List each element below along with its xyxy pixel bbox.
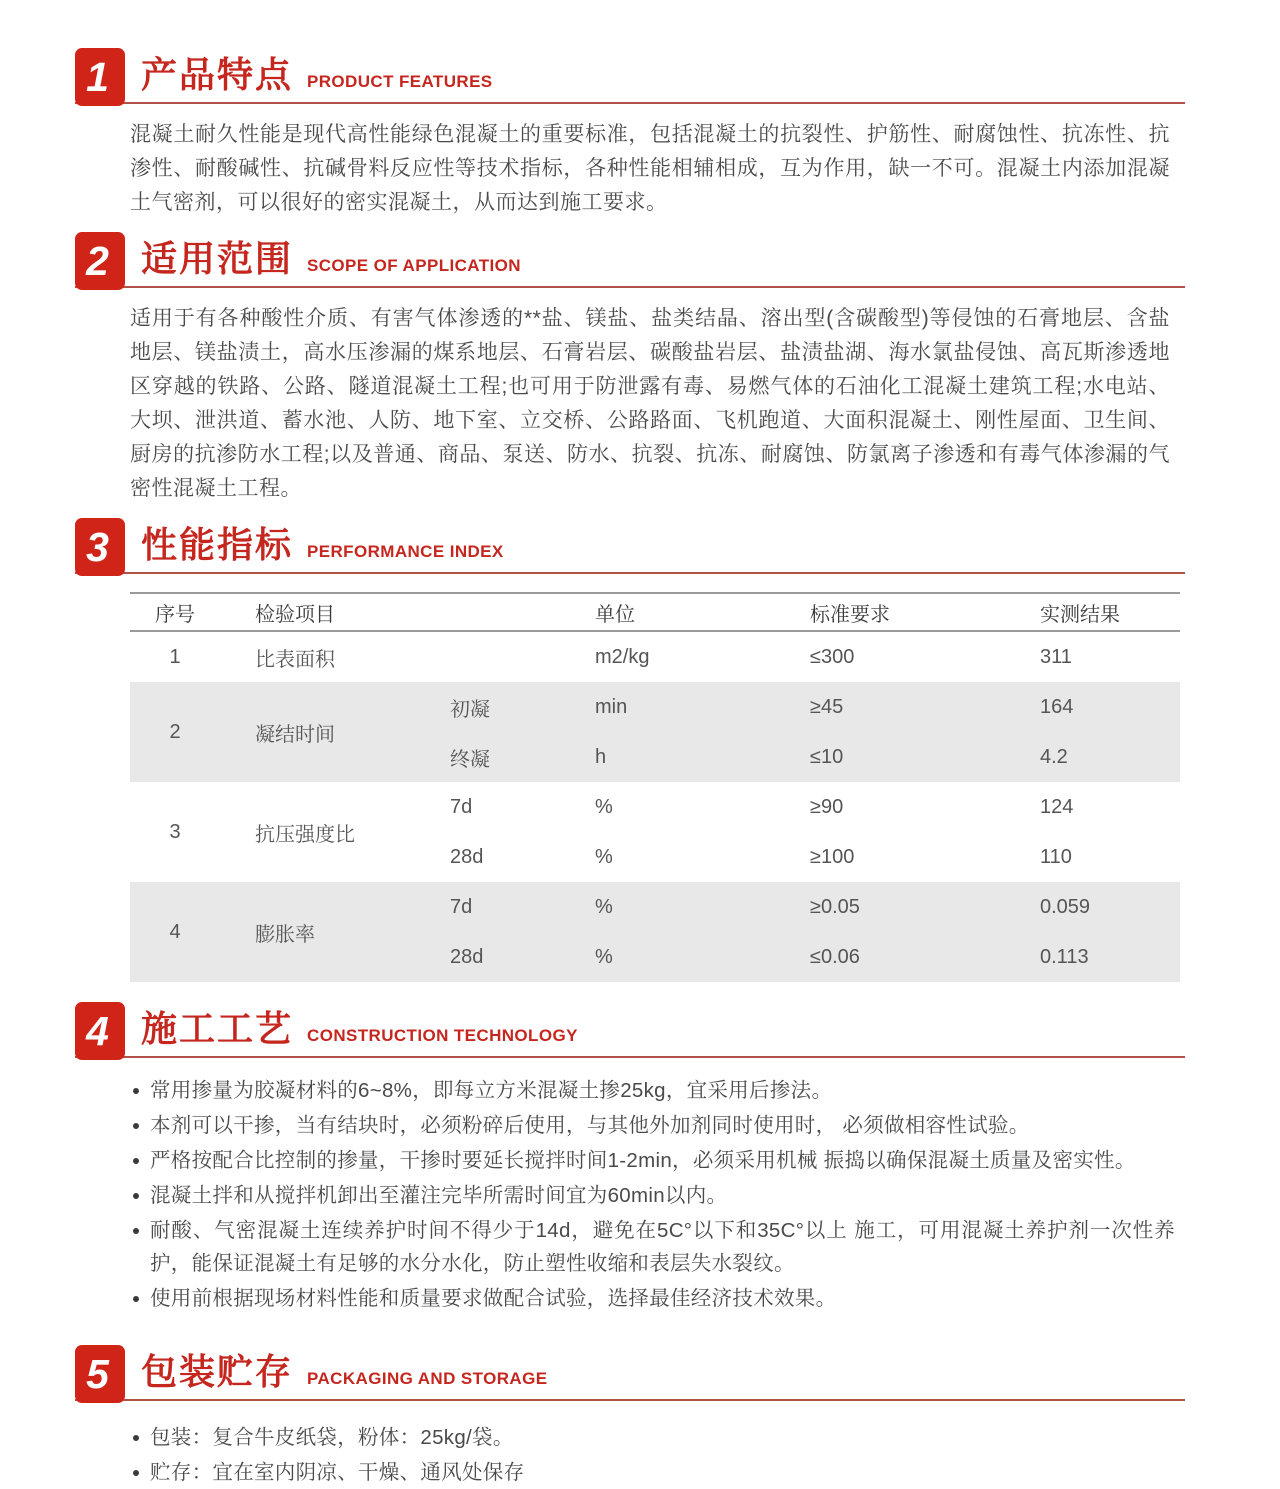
section-1-titles <box>141 47 493 98</box>
cell-unit: h <box>595 745 607 768</box>
sub-row <box>410 632 1180 682</box>
section-4-rule <box>75 1056 1185 1058</box>
cell-standard: ≥100 <box>810 845 855 868</box>
cell-unit: % <box>595 895 613 918</box>
section-3-number-badge: 3 <box>75 518 125 576</box>
cell-result: 0.113 <box>1040 945 1089 968</box>
col-header-no: 序号 <box>155 603 195 626</box>
cell-standard: ≤0.06 <box>810 945 860 968</box>
bullet-item: 严格按配合比控制的掺量，干掺时要延长搅拌时间1-2min，必须采用机械 振捣以确保混凝土质量及密实性。 <box>130 1144 1175 1177</box>
section-4-title-en: CONSTRUCTION TECHNOLOGY <box>307 1026 578 1045</box>
section-5-title-zh: 包装贮存 <box>141 1351 294 1392</box>
table-row <box>130 882 1180 982</box>
cell-unit: % <box>595 845 613 868</box>
col-header-unit: 单位 <box>595 603 635 626</box>
section-3-header <box>75 518 1185 576</box>
bullet-item: 耐酸、气密混凝土连续养护时间不得少于14d，避免在5C°以下和35C°以上 施工，可用混凝土养护剂一次性养护，能保证混凝土有足够的水分水化，防止塑性收缩和表层失水裂纹。 <box>130 1214 1175 1280</box>
cell-unit: m2/kg <box>595 645 650 668</box>
section-5-bullet-list <box>130 1421 1175 1489</box>
cell-standard: ≤10 <box>810 745 844 768</box>
cell-standard: ≤300 <box>810 645 855 668</box>
sub-row <box>410 882 1180 932</box>
section-1-header <box>75 48 1185 106</box>
cell-subrows <box>410 782 1180 882</box>
cell-sub: 终凝 <box>450 748 490 771</box>
section-5-number-badge: 5 <box>75 1345 125 1403</box>
sub-row <box>410 732 1180 782</box>
cell-standard: ≥0.05 <box>810 895 860 918</box>
cell-item: 抗压强度比 <box>255 823 355 846</box>
section-5-title-en: PACKAGING AND STORAGE <box>307 1369 548 1388</box>
section-3-rule <box>75 572 1185 574</box>
cell-item: 凝结时间 <box>255 723 335 746</box>
table-row <box>130 632 1180 682</box>
cell-result: 124 <box>1040 795 1074 818</box>
section-2-header <box>75 232 1185 290</box>
cell-item: 膨胀率 <box>255 923 315 946</box>
section-4-number-badge: 4 <box>75 1002 125 1060</box>
bullet-item: 混凝土拌和从搅拌机卸出至灌注完毕所需时间宜为60min以内。 <box>130 1179 1175 1212</box>
bullet-item: 使用前根据现场材料性能和质量要求做配合试验，选择最佳经济技术效果。 <box>130 1282 1175 1315</box>
cell-no: 4 <box>169 920 181 943</box>
sub-row <box>410 682 1180 732</box>
cell-result: 0.059 <box>1040 895 1091 918</box>
section-2-rule <box>75 286 1185 288</box>
cell-subrows <box>410 682 1180 782</box>
cell-subrows <box>410 882 1180 982</box>
section-1-title-en: PRODUCT FEATURES <box>307 72 493 91</box>
section-2-title-zh: 适用范围 <box>141 238 294 279</box>
table-header-row <box>130 592 1180 632</box>
bullet-item: 本剂可以干掺，当有结块时，必须粉碎后使用，与其他外加剂同时使用时， 必须做相容性试验。 <box>130 1109 1175 1142</box>
section-1-body: 混凝土耐久性能是现代高性能绿色混凝土的重要标准，包括混凝土的抗裂性、护筋性、耐腐蚀性、抗冻性、抗渗性、耐酸碱性、抗碱骨料反应性等技术指标，各种性能相辅相成，互为作用，缺一不可。混凝土内添加混凝土气密剂，可以很好的密实混凝土，从而达到施工要求。 <box>130 123 1170 214</box>
section-4-header <box>75 1002 1185 1060</box>
col-header-result: 实测结果 <box>1040 603 1120 626</box>
section-4-title-zh: 施工工艺 <box>141 1008 294 1049</box>
performance-table <box>130 592 1180 982</box>
section-4-titles <box>141 1001 578 1052</box>
cell-item: 比表面积 <box>255 648 335 671</box>
cell-no: 1 <box>169 645 181 668</box>
section-1-number-badge: 1 <box>75 48 125 106</box>
col-header-standard: 标准要求 <box>810 603 890 626</box>
col-header-sub <box>410 594 550 630</box>
table-row <box>130 782 1180 882</box>
col-header-item: 检验项目 <box>255 603 335 626</box>
bullet-item: 包装：复合牛皮纸袋，粉体：25kg/袋。 <box>130 1421 1175 1454</box>
section-5-titles <box>141 1344 547 1395</box>
cell-sub: 7d <box>450 895 473 918</box>
cell-no: 2 <box>169 720 181 743</box>
cell-sub <box>410 632 550 682</box>
section-3-titles <box>141 517 504 568</box>
section-5-header <box>75 1345 1185 1403</box>
section-3-title-zh: 性能指标 <box>141 524 294 565</box>
section-3-title-en: PERFORMANCE INDEX <box>307 542 504 561</box>
cell-standard: ≥45 <box>810 695 844 718</box>
sub-row <box>410 782 1180 832</box>
section-1-rule <box>75 102 1185 104</box>
cell-sub: 7d <box>450 795 473 818</box>
section-4-bullet-list <box>130 1074 1175 1315</box>
bullet-item: 贮存：宜在室内阴凉、干燥、通风处保存 <box>130 1456 1175 1489</box>
cell-standard: ≥90 <box>810 795 844 818</box>
section-2-titles <box>141 231 521 282</box>
cell-result: 4.2 <box>1040 745 1068 768</box>
sub-row <box>410 832 1180 882</box>
section-2-body: 适用于有各种酸性介质、有害气体渗透的**盐、镁盐、盐类结晶、溶出型(含碳酸型)等侵蚀的石膏地层、含盐地层、镁盐渍土，高水压渗漏的煤系地层、石膏岩层、碳酸盐岩层、盐渍盐湖、海水氯盐侵蚀、高瓦斯渗透地区穿越的铁路、公路、隧道混凝土工程;也可用于防泄露有毒、易燃气体的石油化工混凝土建筑工程;水电站、大坝、泄洪道、蓄水池、人防、地下室、立交桥、公路路面、飞机跑道、大面积混凝土、刚性屋面、卫生间、厨房的抗渗防水工程;以及普通、商品、泵送、防水、抗裂、抗冻、耐腐蚀、防氯离子渗透和有毒气体渗漏的气密性混凝土工程。 <box>130 307 1170 500</box>
cell-unit: % <box>595 795 613 818</box>
section-2-number-badge: 2 <box>75 232 125 290</box>
cell-result: 164 <box>1040 695 1074 718</box>
cell-no: 3 <box>169 820 181 843</box>
section-5-rule <box>75 1399 1185 1401</box>
table-row <box>130 682 1180 782</box>
cell-sub: 28d <box>450 945 484 968</box>
cell-subrows <box>410 632 1180 682</box>
cell-unit: min <box>595 695 628 718</box>
section-2-title-en: SCOPE OF APPLICATION <box>307 256 521 275</box>
sub-row <box>410 932 1180 982</box>
bullet-item: 常用掺量为胶凝材料的6~8%，即每立方米混凝土掺25kg，宜采用后掺法。 <box>130 1074 1175 1107</box>
cell-result: 311 <box>1040 645 1072 668</box>
section-1-title-zh: 产品特点 <box>141 54 294 95</box>
cell-result: 110 <box>1040 845 1072 868</box>
cell-sub: 28d <box>450 845 484 868</box>
cell-unit: % <box>595 945 613 968</box>
cell-sub: 初凝 <box>450 698 490 721</box>
